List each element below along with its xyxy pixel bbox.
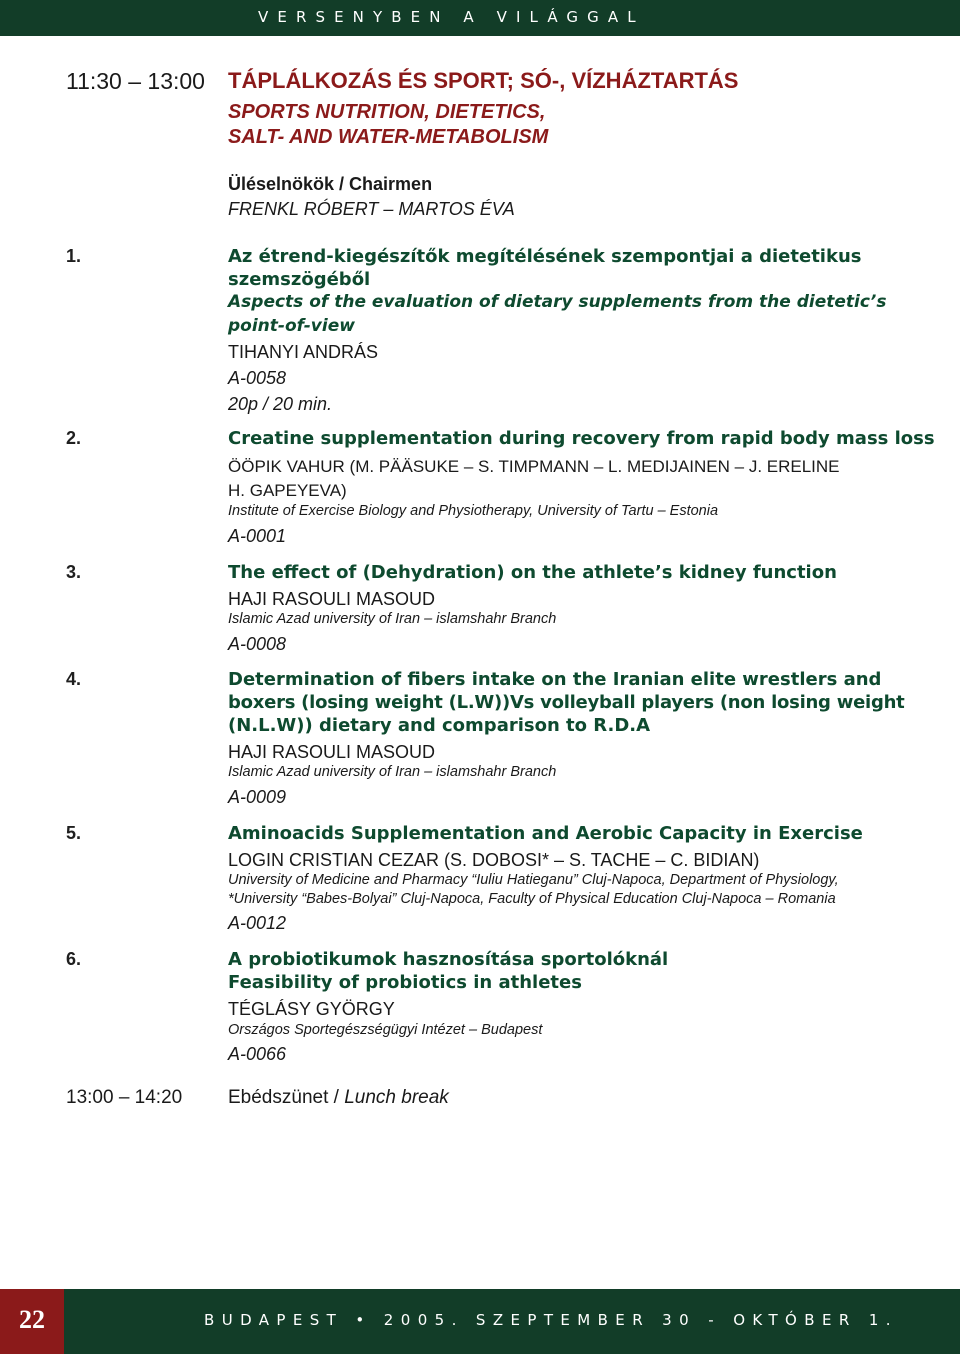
talk-2-code: A-0001 [228, 526, 287, 546]
lunch-label [228, 1087, 449, 1109]
talk-6-author: TÉGLÁSY GYÖRGY [228, 999, 395, 1019]
chairs-label: Üléselnökök / Chairmen [228, 174, 433, 194]
talk-5-code: A-0012 [228, 913, 287, 933]
talk-5-number: 5. [66, 823, 82, 843]
header-title: VERSENYBEN A VILÁGGAL [258, 8, 645, 26]
talk-1-code: A-0058 [228, 368, 287, 388]
talk-1-title-en-line2: point-of-view [228, 316, 355, 336]
talk-2-title: Creatine supplementation during recovery from rapid body mass loss [228, 428, 935, 449]
session-title-en-line1: SPORTS NUTRITION, DIETETICS, [228, 101, 546, 123]
talk-4-author: HAJI RASOULI MASOUD [228, 742, 436, 762]
talk-2-author-line2: H. GAPEYEVA) [228, 481, 347, 500]
lunch-label-hu: Ebédszünet / [228, 1087, 345, 1108]
lunch-time: 13:00 – 14:20 [66, 1087, 183, 1108]
talk-3-institution: Islamic Azad university of Iran – islamshahr Branch [228, 611, 557, 627]
lunch-label-en: Lunch break [344, 1087, 449, 1108]
talk-2-institution: Institute of Exercise Biology and Physiotherapy, University of Tartu – Estonia [228, 503, 719, 519]
talk-6-title-hu: A probiotikumok hasznosítása sportolóknál [228, 949, 669, 970]
session-title-en-line2: SALT- AND WATER-METABOLISM [228, 126, 549, 148]
talk-1-title-hu-line1: Az étrend-kiegészítők megítélésének szempontjai a dietetikus [228, 246, 862, 267]
talk-1-title-en-line1: Aspects of the evaluation of dietary supplements from the dietetic’s [228, 292, 887, 312]
talk-3-title: The effect of (Dehydration) on the athlete’s kidney function [228, 562, 837, 583]
talk-1-author: TIHANYI ANDRÁS [228, 342, 379, 362]
talk-5-institution-line2: *University “Babes-Bolyai” Cluj-Napoca, Faculty of Physical Education Cluj-Napoca – Romania [228, 891, 836, 907]
talk-5-title: Aminoacids Supplementation and Aerobic Capacity in Exercise [228, 823, 863, 844]
talk-5-institution-line1: University of Medicine and Pharmacy “Iuliu Hatieganu” Cluj-Napoca, Department of Physiology, [228, 872, 839, 888]
talk-4-institution: Islamic Azad university of Iran – islamshahr Branch [228, 764, 557, 780]
talk-6-number: 6. [66, 949, 82, 969]
session-time: 11:30 – 13:00 [66, 68, 205, 94]
talk-6-institution: Országos Sportegészségügyi Intézet – Budapest [228, 1022, 543, 1038]
chairs-names: FRENKL RÓBERT – MARTOS ÉVA [228, 199, 515, 219]
talk-3-number: 3. [66, 562, 82, 582]
talk-3-code: A-0008 [228, 634, 287, 654]
talk-2-number: 2. [66, 428, 82, 448]
talk-4-code: A-0009 [228, 787, 287, 807]
page-number: 22 [19, 1305, 45, 1334]
talk-4-number: 4. [66, 669, 82, 689]
talk-6-title-en: Feasibility of probiotics in athletes [228, 972, 582, 993]
talk-4-title-line1: Determination of fibers intake on the Iranian elite wrestlers and [228, 669, 882, 690]
talk-1-duration: 20p / 20 min. [228, 394, 333, 414]
talk-6-code: A-0066 [228, 1044, 287, 1064]
header-bar [0, 0, 960, 36]
talk-3-author: HAJI RASOULI MASOUD [228, 589, 436, 609]
talk-2-author-line1: ÖÖPIK VAHUR (M. PÄÄSUKE – S. TIMPMANN – L. MEDIJAINEN – J. ERELINE [228, 457, 840, 476]
session-title-hu: TÁPLÁLKOZÁS ÉS SPORT; SÓ-, VÍZHÁZTARTÁS [228, 68, 739, 93]
talk-1-number: 1. [66, 246, 82, 266]
talk-5-author: LOGIN CRISTIAN CEZAR (S. DOBOSI* – S. TACHE – C. BIDIAN) [228, 850, 760, 870]
talk-4-title-line3: (N.L.W)) dietary and comparison to R.D.A [228, 715, 651, 736]
talk-1-title-hu-line2: szemszögéből [228, 269, 371, 290]
page-number-box [0, 1289, 64, 1354]
footer-text: BUDAPEST • 2005. SZEPTEMBER 30 - OKTÓBER 1. [204, 1311, 898, 1329]
talk-4-title-line2: boxers (losing weight (L.W))Vs volleyball players (non losing weight [228, 692, 905, 713]
